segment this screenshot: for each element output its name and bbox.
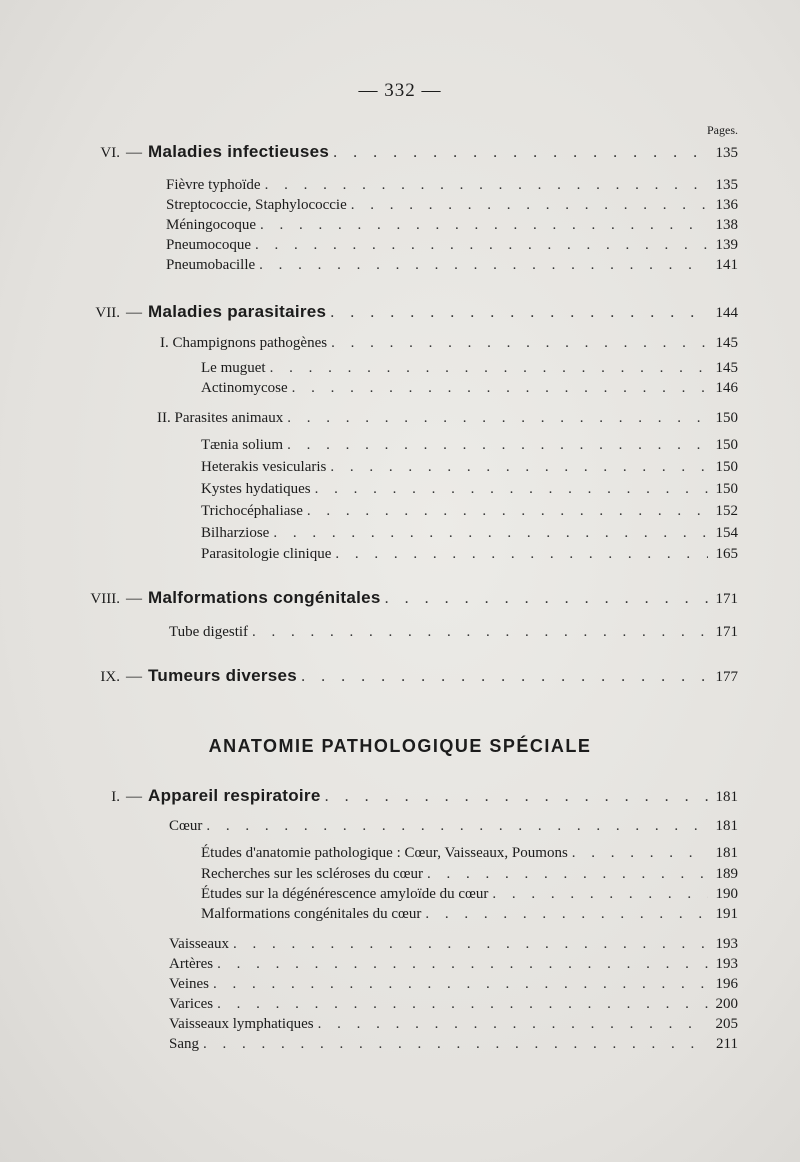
page-ref: 196 — [715, 976, 738, 992]
dot-leader — [292, 380, 708, 397]
toc-entry — [166, 197, 738, 219]
entry-label: Études sur la dégénérescence amyloïde du cœur — [201, 886, 489, 902]
dot-leader — [331, 335, 708, 352]
section-title: Appareil respiratoire — [148, 786, 321, 805]
entry-label: Kystes hydatiques — [201, 481, 311, 497]
toc-entry — [169, 1036, 738, 1058]
toc-entry — [169, 818, 738, 840]
page-ref: 200 — [715, 996, 738, 1012]
page-ref: 165 — [715, 546, 738, 562]
toc-entry — [201, 866, 738, 888]
entry-label: Artères — [169, 956, 214, 972]
page-ref: 177 — [715, 669, 738, 685]
toc-entry — [201, 845, 738, 867]
dot-leader — [330, 304, 708, 322]
page-ref: 193 — [715, 936, 738, 952]
section-title: Malformations congénitales — [148, 588, 381, 607]
page-ref: 135 — [715, 145, 738, 161]
page-ref: 150 — [715, 437, 738, 453]
toc-entry — [201, 503, 738, 525]
entry-label: Vaisseaux — [169, 936, 229, 952]
entry-label: I. Champignons pathogènes — [160, 335, 328, 351]
page-ref: 152 — [715, 503, 738, 519]
toc-entry — [166, 177, 738, 199]
entry-label: Pneumocoque — [166, 237, 251, 253]
entry-label: Tube digestif — [169, 624, 249, 640]
dot-leader — [492, 886, 708, 903]
section-title: Tumeurs diverses — [148, 666, 298, 685]
page-ref: 150 — [715, 481, 738, 497]
page-ref: 146 — [715, 380, 738, 396]
dot-leader — [307, 503, 708, 520]
page-ref: 145 — [715, 335, 738, 351]
toc-entry — [201, 380, 738, 402]
dash: — — [126, 304, 142, 321]
toc-entry — [169, 624, 738, 646]
page-ref: 150 — [715, 459, 738, 475]
toc-section-i — [60, 786, 738, 808]
entry-label: Le muguet — [201, 360, 266, 376]
dot-leader — [206, 818, 708, 835]
dash: — — [126, 788, 142, 805]
page-ref: 205 — [715, 1016, 738, 1032]
entry-label: Pneumobacille — [166, 257, 256, 273]
dot-leader — [233, 936, 708, 953]
page-ref: 144 — [715, 305, 738, 321]
page-ref: 211 — [716, 1036, 738, 1052]
pages-column-label: Pages. — [707, 123, 738, 137]
toc-entry — [166, 257, 738, 279]
page-ref: 139 — [715, 237, 738, 253]
entry-label: Trichocéphaliase — [201, 503, 303, 519]
page-ref: 135 — [715, 177, 738, 193]
toc-entry — [201, 886, 738, 908]
dash: — — [126, 668, 142, 685]
dot-leader — [259, 257, 708, 274]
entry-label: Études d'anatomie pathologique : Cœur, Vaisseaux, Poumons — [201, 845, 568, 861]
toc-section-viii — [60, 588, 738, 610]
toc-entry — [201, 437, 738, 459]
dot-leader — [287, 410, 708, 427]
toc-section-vii — [60, 302, 738, 324]
toc-subsection — [157, 410, 738, 432]
entry-label: Parasitologie clinique — [201, 546, 332, 562]
toc-section-vi — [60, 142, 738, 164]
entry-label: II. Parasites animaux — [157, 410, 284, 426]
part-heading: ANATOMIE PATHOLOGIQUE SPÉCIALE — [208, 736, 592, 756]
entry-label: Veines — [169, 976, 209, 992]
dot-leader — [318, 1016, 708, 1033]
toc-entry — [201, 546, 738, 568]
page-ref: 154 — [715, 525, 738, 541]
entry-label: Sang — [169, 1036, 199, 1052]
page-ref: 138 — [715, 217, 738, 233]
dash: — — [126, 144, 142, 161]
page-ref: 141 — [715, 257, 738, 273]
toc-section-ix — [60, 666, 738, 688]
entry-label: Streptococcie, Staphylococcie — [166, 197, 347, 213]
dot-leader — [213, 976, 708, 993]
page-ref: 190 — [715, 886, 738, 902]
section-number: VII. — [95, 305, 120, 321]
toc-subsection — [160, 335, 738, 357]
page-ref: 181 — [715, 789, 738, 805]
section-number: I. — [111, 789, 120, 805]
toc-entry — [169, 1016, 738, 1038]
entry-label: Heterakis vesicularis — [201, 459, 327, 475]
page-ref: 171 — [715, 591, 738, 607]
page-ref: 171 — [715, 624, 738, 640]
entry-label: Méningocoque — [166, 217, 256, 233]
entry-label: Malformations congénitales du cœur — [201, 906, 422, 922]
dot-leader — [252, 624, 708, 641]
toc-entry — [169, 936, 738, 958]
dot-leader — [260, 217, 708, 234]
entry-label: Vaisseaux lymphatiques — [169, 1016, 314, 1032]
dot-leader — [301, 668, 708, 686]
dot-leader — [287, 437, 708, 454]
page-ref: 150 — [715, 410, 738, 426]
toc-entry — [169, 976, 738, 998]
entry-label: Tænia solium — [201, 437, 284, 453]
toc-entry — [166, 217, 738, 239]
dot-leader — [330, 459, 708, 476]
dot-leader — [217, 996, 708, 1013]
entry-label: Bilharziose — [201, 525, 270, 541]
entry-label: Actinomycose — [201, 380, 288, 396]
toc-entry — [201, 360, 738, 382]
dot-leader — [315, 481, 708, 498]
section-number: VIII. — [90, 591, 120, 607]
toc-entry — [169, 996, 738, 1018]
dot-leader — [265, 177, 708, 194]
toc-entry — [201, 525, 738, 547]
entry-label: Recherches sur les scléroses du cœur — [201, 866, 424, 882]
page-ref: 136 — [715, 197, 738, 213]
section-title: Maladies infectieuses — [148, 142, 330, 161]
section-title: Maladies parasitaires — [148, 302, 327, 321]
dot-leader — [385, 590, 708, 608]
dot-leader — [572, 845, 708, 862]
dot-leader — [203, 1036, 708, 1053]
dot-leader — [351, 197, 708, 214]
entry-label: Fièvre typhoïde — [166, 177, 261, 193]
entry-label: Cœur — [169, 818, 203, 834]
dot-leader — [270, 360, 708, 377]
toc-entry — [166, 237, 738, 259]
dot-leader — [425, 906, 708, 923]
toc-entry — [169, 956, 738, 978]
dot-leader — [325, 788, 708, 806]
page-ref: 189 — [715, 866, 738, 882]
toc-entry — [201, 459, 738, 481]
dot-leader — [427, 866, 708, 883]
dash: — — [126, 590, 142, 607]
section-number: IX. — [100, 669, 120, 685]
page-ref: 181 — [715, 845, 738, 861]
page-number: — 332 — — [358, 80, 442, 101]
toc-entry — [201, 481, 738, 503]
section-number: VI. — [100, 145, 120, 161]
page-ref: 191 — [715, 906, 738, 922]
toc-entry — [201, 906, 738, 928]
page-ref: 193 — [715, 956, 738, 972]
page-ref: 181 — [715, 818, 738, 834]
dot-leader — [255, 237, 708, 254]
page-ref: 145 — [715, 360, 738, 376]
dot-leader — [333, 144, 708, 162]
dot-leader — [335, 546, 708, 563]
dot-leader — [273, 525, 708, 542]
dot-leader — [217, 956, 708, 973]
entry-label: Varices — [169, 996, 214, 1012]
